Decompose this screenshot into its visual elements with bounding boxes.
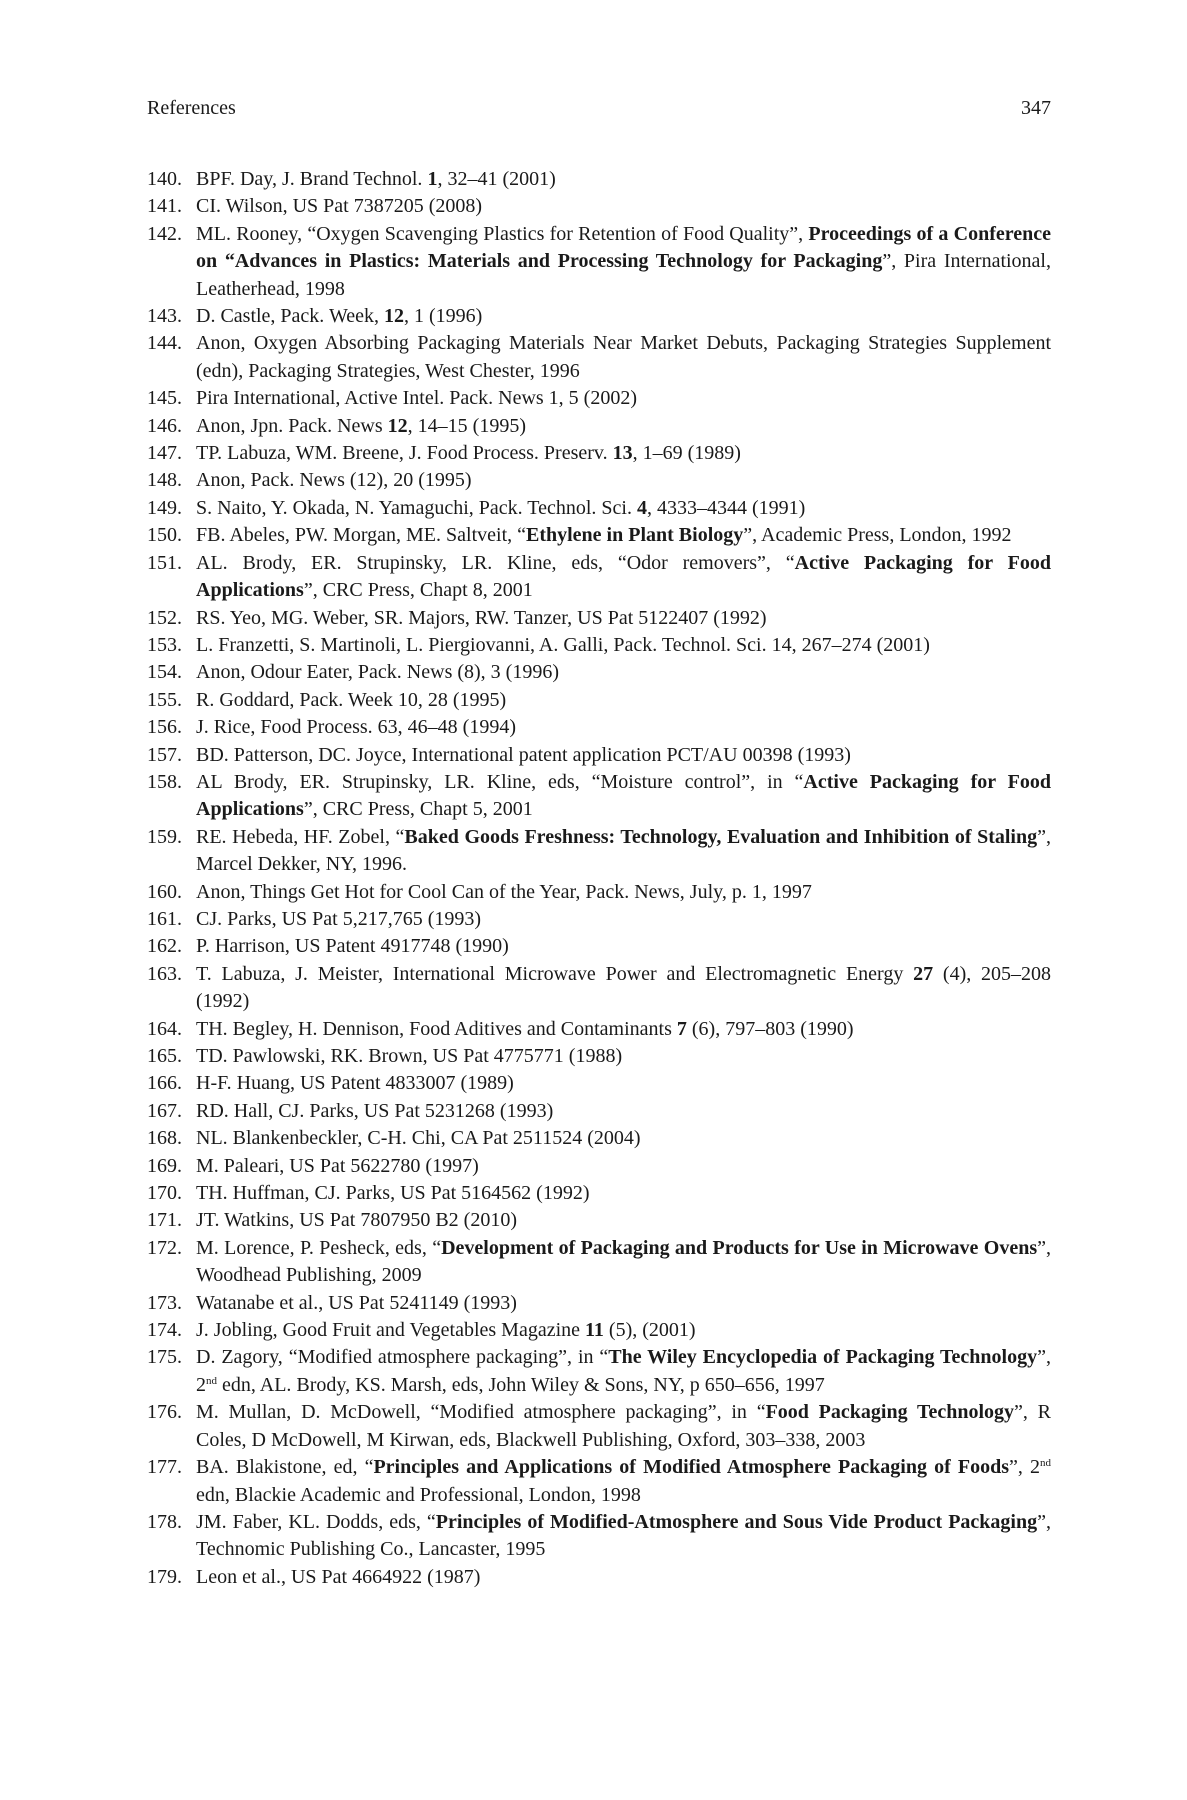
reference-number: 140. [147,168,182,190]
reference-number: 179. [147,1565,182,1588]
text-segment: JT. Watkins, US Pat 7807950 B2 (2010) [196,1209,517,1232]
reference-item [147,1098,1051,1125]
text-segment: JM. Faber, KL. Dodds, eds, “ [196,1510,436,1533]
reference-text [196,168,556,190]
text-segment: AL. Brody, ER. Strupinsky, LR. Kline, eds, “Odor removers”, “ [196,551,795,574]
text-segment: ”, CRC Press, Chapt 8, 2001 [303,579,533,602]
text-segment: D. Castle, Pack. Week, [196,305,384,328]
reference-number: 147. [147,442,182,465]
reference-item [147,632,1051,659]
reference-number: 170. [147,1182,182,1205]
reference-number: 142. [147,222,182,245]
reference-text [196,1045,622,1067]
reference-number: 177. [147,1456,182,1479]
reference-item [147,1317,1051,1344]
text-segment: J. Jobling, Good Fruit and Vegetables Magazine [196,1319,586,1342]
reference-list [147,166,1051,1591]
reference-item [147,1043,1051,1070]
reference-number: 157. [147,743,182,766]
text-segment: Anon, Jpn. Pack. News [196,414,388,437]
text-segment: , 32–41 (2001) [437,168,556,190]
reference-number: 173. [147,1291,182,1314]
text-segment: Anon, Odour Eater, Pack. News (8), 3 (1996) [196,661,559,684]
reference-text [196,771,1051,820]
reference-item [147,1235,1051,1290]
reference-item [147,1207,1051,1234]
reference-item [147,1509,1051,1564]
text-segment: ”, R Coles, D McDowell, M Kirwan, eds, Blackwell Publishing, Oxford, 303–338, 2003 [196,1401,1052,1451]
reference-item [147,961,1051,1016]
text-segment: J. Rice, Food Process. 63, 46–48 (1994) [196,716,516,739]
bold-segment: The Wiley Encyclopedia of Packaging Technology [608,1346,1038,1369]
text-segment: , 4333–4344 (1991) [646,496,806,519]
reference-text [196,195,482,217]
bold-segment: Principles and Applications of Modified Atmosphere Packaging of Foods [373,1456,1009,1479]
text-segment: Anon, Oxygen Absorbing Packaging Materials Near Market Debuts, Packaging Strategies Supplement (edn), Packaging Strategies, West Chester, 1996 [196,332,1051,382]
reference-number: 144. [147,332,182,355]
reference-text [196,442,741,464]
reference-text [196,935,509,957]
reference-item [147,769,1051,824]
reference-item [147,1125,1051,1152]
reference-item [147,714,1051,741]
text-segment: FB. Abeles, PW. Morgan, ME. Saltveit, “ [196,524,526,547]
text-segment: D. Zagory, “Modified atmosphere packaging”, in “ [196,1346,609,1369]
reference-text [196,1346,1051,1395]
reference-item [147,1399,1051,1454]
superscript: nd [206,1374,217,1387]
text-segment: ML. Rooney, “Oxygen Scavenging Plastics for Retention of Food Quality”, [196,222,809,245]
reference-text [196,223,1051,300]
text-segment: R. Goddard, Pack. Week 10, 28 (1995) [196,688,507,711]
text-segment: P. Harrison, US Patent 4917748 (1990) [196,935,509,958]
text-segment: NL. Blankenbeckler, C-H. Chi, CA Pat 2511524 (2004) [196,1127,641,1150]
reference-number: 163. [147,962,182,985]
reference-text [196,1456,1051,1505]
bold-segment: 12 [387,414,408,437]
text-segment: ”, 2 [196,1346,1051,1396]
text-segment: (5), (2001) [603,1319,696,1342]
reference-number: 166. [147,1072,182,1095]
reference-number: 164. [147,1017,182,1040]
reference-number: 171. [147,1209,182,1232]
reference-item [147,687,1051,714]
reference-text [196,1566,480,1588]
reference-item [147,659,1051,686]
reference-item [147,440,1051,467]
reference-text [196,689,506,711]
bold-segment: Development of Packaging and Products for Use in Microwave Ovens [441,1236,1038,1259]
reference-text [196,1237,1051,1286]
reference-text [196,716,516,738]
reference-text [196,552,1051,601]
reference-item [147,742,1051,769]
text-segment: ”, CRC Press, Chapt 5, 2001 [303,798,533,821]
reference-item [147,166,1051,193]
reference-item [147,933,1051,960]
reference-number: 169. [147,1154,182,1177]
reference-item [147,193,1051,220]
reference-item [147,550,1051,605]
reference-item [147,1344,1051,1399]
text-segment: RE. Hebeda, HF. Zobel, “ [196,825,405,848]
reference-number: 178. [147,1510,182,1533]
reference-number: 172. [147,1236,182,1259]
reference-number: 152. [147,606,182,629]
running-head-title: References [147,97,236,119]
reference-item [147,330,1051,385]
bold-segment: 12 [383,305,404,328]
text-segment: , 14–15 (1995) [407,414,526,437]
reference-item [147,413,1051,440]
reference-text [196,908,481,930]
reference-number: 159. [147,825,182,848]
reference-number: 168. [147,1127,182,1150]
reference-item [147,824,1051,879]
text-segment: H-F. Huang, US Patent 4833007 (1989) [196,1072,514,1095]
text-segment: edn, AL. Brody, KS. Marsh, eds, John Wiley & Sons, NY, p 650–656, 1997 [217,1373,825,1396]
text-segment: , 1 (1996) [403,305,483,328]
reference-text [196,524,1012,546]
text-segment: BPF. Day, J. Brand Technol. [196,168,428,190]
reference-text [196,1182,590,1204]
reference-number: 167. [147,1099,182,1122]
bold-segment: Principles of Modified-Atmosphere and Sous Vide Product Packaging [435,1510,1038,1533]
reference-number: 154. [147,661,182,684]
reference-number: 143. [147,305,182,328]
reference-text [196,881,812,903]
reference-number: 148. [147,469,182,492]
bold-segment: 27 [913,962,934,985]
text-segment: edn, Blackie Academic and Professional, London, 1998 [196,1483,641,1506]
text-segment: BD. Patterson, DC. Joyce, International patent application PCT/AU 00398 (1993) [196,743,851,766]
reference-text [196,1401,1051,1450]
reference-text [196,305,482,327]
reference-number: 160. [147,880,182,903]
bold-segment: Active Packaging for Food Applications [196,551,1051,602]
reference-item [147,467,1051,494]
reference-text [196,1127,641,1149]
reference-item [147,605,1051,632]
bold-segment: 11 [585,1319,604,1342]
text-segment: ”, 2 [1008,1456,1040,1479]
reference-number: 141. [147,195,182,218]
text-segment: M. Paleari, US Pat 5622780 (1997) [196,1154,479,1177]
reference-text [196,387,637,409]
reference-item [147,1290,1051,1317]
reference-item [147,385,1051,412]
reference-number: 149. [147,496,182,519]
text-segment: T. Labuza, J. Meister, International Microwave Power and Electromagnetic Energy [196,962,914,985]
reference-number: 146. [147,414,182,437]
reference-text [196,634,930,656]
reference-item [147,522,1051,549]
reference-text [196,1018,854,1040]
reference-number: 151. [147,551,182,574]
reference-number: 145. [147,387,182,410]
reference-item [147,1454,1051,1509]
text-segment: ”, Marcel Dekker, NY, 1996. [196,825,1052,876]
reference-item [147,495,1051,522]
text-segment: ”, Pira International, Leatherhead, 1998 [196,250,1051,300]
reference-text [196,1155,479,1177]
reference-text [196,1100,553,1122]
reference-text [196,1511,1051,1560]
superscript: nd [1039,1457,1051,1470]
text-segment: CI. Wilson, US Pat 7387205 (2008) [196,195,483,218]
text-segment: Anon, Things Get Hot for Cool Can of the Year, Pack. News, July, p. 1, 1997 [196,880,812,903]
text-segment: TH. Huffman, CJ. Parks, US Pat 5164562 (1992) [196,1182,590,1205]
text-segment: , 1–69 (1989) [632,442,741,465]
page-number: 347 [1021,97,1051,119]
text-segment: TP. Labuza, WM. Breene, J. Food Process. Preserv. [196,442,613,465]
text-segment: TH. Begley, H. Dennison, Food Aditives and Contaminants [196,1017,677,1040]
reference-text [196,1292,517,1314]
reference-text [196,744,851,766]
text-segment: (6), 797–803 (1990) [686,1017,854,1040]
text-segment: Anon, Pack. News (12), 20 (1995) [196,469,472,492]
text-segment: RS. Yeo, MG. Weber, SR. Majors, RW. Tanzer, US Pat 5122407 (1992) [196,606,767,629]
reference-item [147,879,1051,906]
reference-number: 176. [147,1401,182,1424]
reference-number: 174. [147,1319,182,1342]
text-segment: Pira International, Active Intel. Pack. News 1, 5 (2002) [196,387,637,410]
text-segment: ”, Technomic Publishing Co., Lancaster, 1995 [196,1510,1051,1561]
bold-segment: 13 [612,442,633,465]
reference-number: 153. [147,633,182,656]
reference-number: 156. [147,716,182,739]
reference-number: 158. [147,770,182,793]
reference-item [147,1564,1051,1591]
reference-item [147,303,1051,330]
text-segment: Leon et al., US Pat 4664922 (1987) [196,1565,481,1588]
reference-text [196,1072,514,1094]
bold-segment: Baked Goods Freshness: Technology, Evaluation and Inhibition of Staling [404,825,1038,848]
text-segment: RD. Hall, CJ. Parks, US Pat 5231268 (1993) [196,1099,554,1122]
bold-segment: 1 [427,168,438,190]
reference-item [147,1153,1051,1180]
text-segment: S. Naito, Y. Okada, N. Yamaguchi, Pack. Technol. Sci. [196,496,637,519]
bold-segment: Ethylene in Plant Biology [526,524,744,547]
reference-text [196,661,559,683]
text-segment: ”, Woodhead Publishing, 2009 [196,1236,1051,1287]
text-segment: AL Brody, ER. Strupinsky, LR. Kline, eds, “Moisture control”, in “ [196,770,804,793]
reference-item [147,906,1051,933]
reference-text [196,415,526,437]
bold-segment: Food Packaging Technology [765,1401,1015,1424]
reference-text [196,1209,517,1231]
text-segment: (4), 205–208 (1992) [196,962,1052,1013]
reference-text [196,1319,696,1341]
reference-text [196,332,1051,381]
reference-text [196,497,805,519]
bold-segment: 4 [636,496,647,519]
reference-item [147,1070,1051,1097]
reference-item [147,221,1051,303]
text-segment: L. Franzetti, S. Martinoli, L. Piergiovanni, A. Galli, Pack. Technol. Sci. 14, 267–274 (2001) [196,633,930,656]
reference-number: 155. [147,688,182,711]
text-segment: CJ. Parks, US Pat 5,217,765 (1993) [196,907,482,930]
reference-number: 161. [147,907,182,930]
bold-segment: 7 [676,1017,687,1040]
reference-text [196,607,767,629]
reference-item [147,1180,1051,1207]
reference-item [147,1016,1051,1043]
bold-segment: Proceedings of a Conference on “Advances in Plastics: Materials and Processing Technology for Packaging [196,222,1052,273]
reference-number: 175. [147,1346,182,1369]
text-segment: TD. Pawlowski, RK. Brown, US Pat 4775771 (1988) [196,1045,623,1067]
text-segment: BA. Blakistone, ed, “ [196,1456,374,1479]
reference-number: 165. [147,1045,182,1067]
reference-number: 162. [147,935,182,958]
reference-text [196,826,1051,875]
reference-text [196,963,1051,1012]
reference-text [196,469,472,491]
text-segment: M. Lorence, P. Pesheck, eds, “ [196,1236,442,1259]
bold-segment: Active Packaging for Food Applications [196,770,1051,821]
text-segment: Watanabe et al., US Pat 5241149 (1993) [196,1291,517,1314]
text-segment: M. Mullan, D. McDowell, “Modified atmosphere packaging”, in “ [196,1401,766,1424]
reference-number: 150. [147,524,182,547]
text-segment: ”, Academic Press, London, 1992 [743,524,1012,547]
